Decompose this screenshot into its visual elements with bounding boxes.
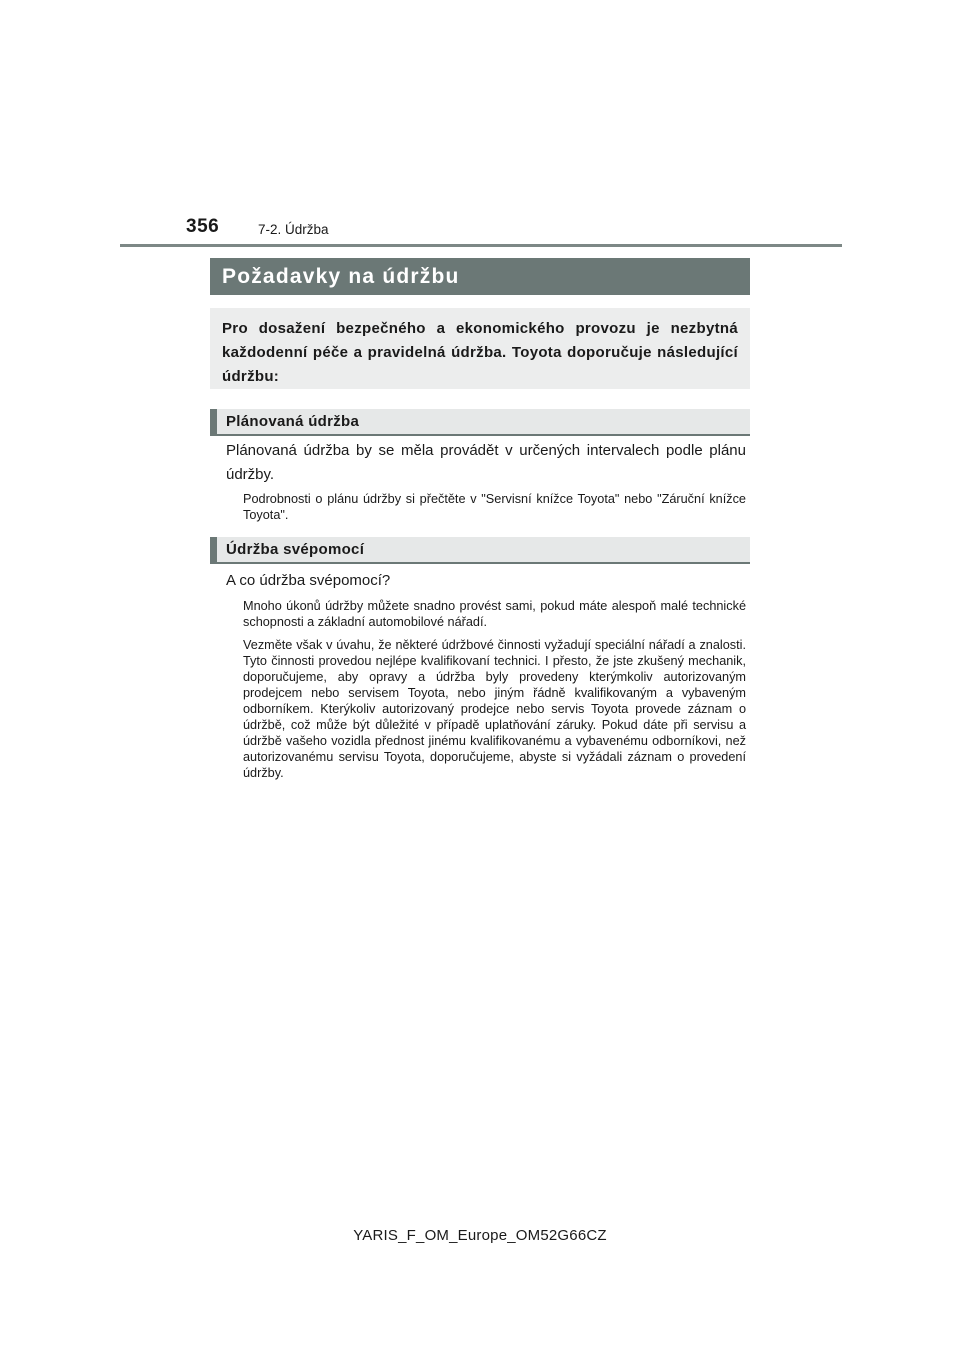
page-number: 356 bbox=[186, 216, 220, 237]
intro-box: Pro dosažení bezpečného a ekonomického provozu je nezbytná každodenní péče a pravidelná údržba. Toyota doporučuje následující údržbu: bbox=[210, 308, 750, 389]
section-reference: 7-2. Údržba bbox=[258, 222, 329, 237]
diy-maintenance-body: A co údržba svépomocí? bbox=[226, 572, 391, 589]
scheduled-maintenance-body: Plánovaná údržba by se měla provádět v určených intervalech podle plánu údržby. bbox=[226, 442, 746, 483]
scheduled-maintenance-note: Podrobnosti o plánu údržby si přečtěte v "Servisní knížce Toyota" nebo "Záruční knížce Toyota". bbox=[243, 492, 746, 522]
document-code-footer: YARIS_F_OM_Europe_OM52G66CZ bbox=[353, 1227, 607, 1244]
header-rule bbox=[120, 244, 842, 247]
subheading-diy-maintenance: Údržba svépomocí bbox=[210, 537, 750, 564]
diy-maintenance-note-2: Vezměte však v úvahu, že některé údržbové činnosti vyžadují speciální nářadí a znalosti. Tyto činnosti provedou nejlépe kvalifikovaní technici. I přesto, že jste zkušený mechanik, doporučujeme, aby opravy a údržba byly provedeny kterýmkoliv autorizovaným prodejcem nebo servisem Toyota, nebo jiným řádně kvalifikovaným a vybaveným odborníkem. Kterýkoliv autorizovaný prodejce nebo servis Toyota provede záznam o údržbě, což může být důležité v případě uplatňování záruky. Pokud dáte při servisu a údržbě vašeho vozidla přednost jinému kvalifikovanému a vybavenému odborníkovi, než autorizovanému servisu Toyota, doporučujeme, abyste si vyžádali záznam o provedení údržby. bbox=[243, 638, 746, 780]
subheading-scheduled-maintenance: Plánovaná údržba bbox=[210, 409, 750, 436]
diy-maintenance-note-1: Mnoho úkonů údržby můžete snadno provést sami, pokud máte alespoň malé technické schopnosti a základní automobilové nářadí. bbox=[243, 599, 746, 629]
page-title: Požadavky na údržbu bbox=[210, 258, 750, 295]
